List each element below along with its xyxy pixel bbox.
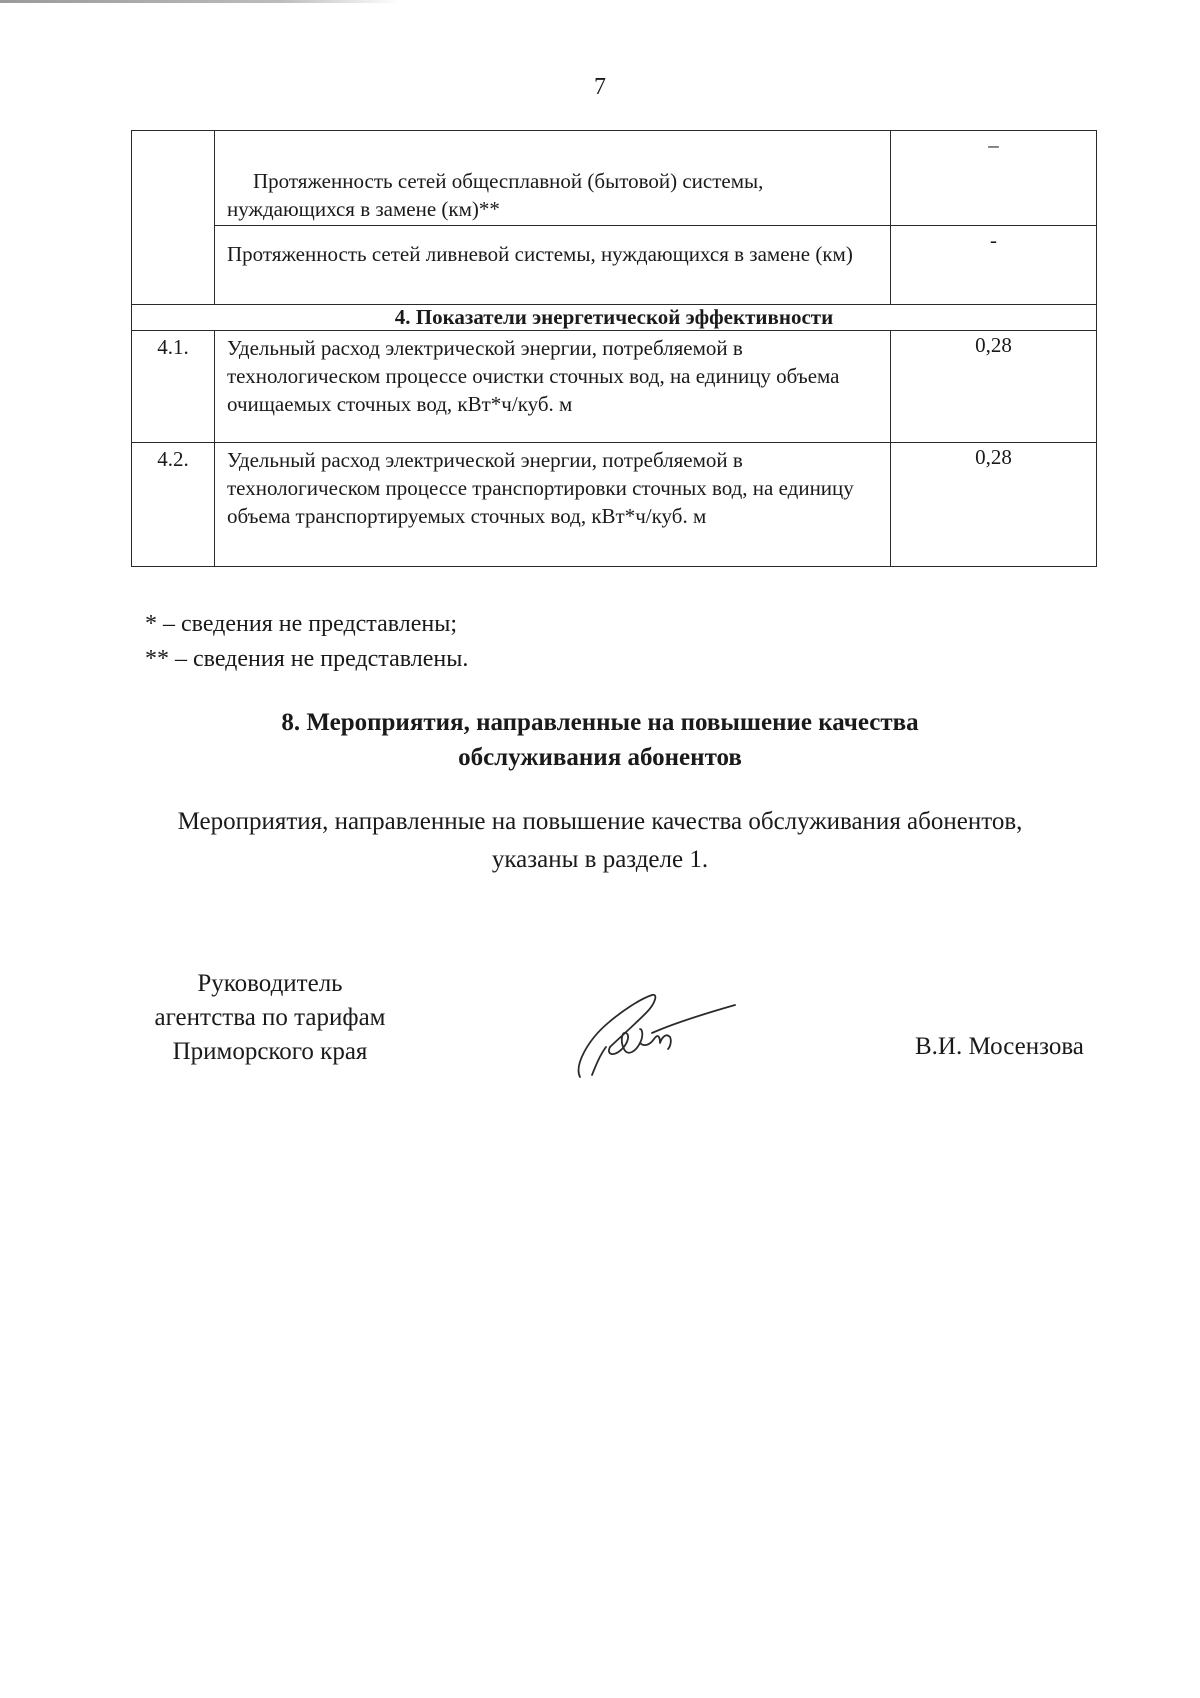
section-body-line: указаны в разделе 1. — [491, 846, 709, 873]
indicators-table — [131, 130, 1097, 567]
signature-stroke — [592, 1047, 606, 1075]
row-value-text: - — [990, 228, 997, 252]
table-cell-value — [891, 331, 1097, 443]
row-number-text: 4.1. — [157, 335, 189, 359]
section-title-line: 8. Мероприятия, направленные на повышение качества — [281, 709, 919, 736]
row-name-text: Протяженность сетей общесплавной (бытовой) системы, нуждающихся в замене (км)** — [227, 169, 764, 221]
table-row — [132, 226, 1097, 305]
section-heading: 4. Показатели энергетической эффективности — [132, 305, 1097, 331]
signature-stroke — [609, 1029, 642, 1054]
table-cell-value — [891, 226, 1097, 305]
footnote-double-asterisk: ** – сведения не представлены. — [145, 646, 469, 672]
section-body-line: Мероприятия, направленные на повышение качества обслуживания абонентов, — [177, 808, 1023, 835]
signer-position-line: Приморского края — [172, 1038, 368, 1065]
table-cell-name — [215, 331, 891, 443]
table-row — [132, 443, 1097, 567]
table-cell-value — [891, 443, 1097, 567]
table-row — [132, 131, 1097, 226]
handwritten-signature — [570, 985, 740, 1085]
row-name-text: Удельный расход электрической энергии, потребляемой в технологическом процессе транспортировки сточных вод, на единицу объема транспортируемых сточных вод, кВт*ч/куб. м — [227, 448, 854, 528]
signature-stroke — [579, 995, 656, 1077]
table-cell-name — [215, 226, 891, 305]
page-number: 7 — [594, 74, 606, 100]
footnote-single-asterisk: * – сведения не представлены; — [145, 611, 458, 637]
table-cell-number — [132, 443, 215, 567]
scan-edge-shadow — [0, 0, 400, 3]
table-row — [132, 331, 1097, 443]
table-cell-number — [132, 331, 215, 443]
signer-position-line: Руководитель — [197, 970, 343, 997]
row-value-text: 0,28 — [975, 445, 1012, 469]
row-value-text: – — [988, 133, 999, 157]
row-name-text: Удельный расход электрической энергии, потребляемой в технологическом процессе очистки сточных вод, на единицу объема очищаемых сточных вод, кВт*ч/куб. м — [227, 336, 840, 416]
signature-stroke — [640, 1035, 671, 1049]
row-value-text: 0,28 — [975, 333, 1012, 357]
signer-position-line: агентства по тарифам — [154, 1004, 386, 1031]
section-title-line: обслуживания абонентов — [458, 744, 742, 771]
table-cell-number — [132, 131, 215, 305]
signer-position — [130, 967, 410, 1069]
section-8-body — [0, 803, 1200, 879]
signature-stroke — [652, 1005, 735, 1033]
row-name-text: Протяженность сетей ливневой системы, нуждающихся в замене (км) — [227, 242, 853, 266]
table-section-row — [132, 305, 1097, 331]
footnotes — [145, 607, 468, 677]
row-number-text: 4.2. — [157, 447, 189, 471]
section-8-title — [0, 705, 1200, 775]
signer-name: В.И. Мосензова — [915, 1033, 1084, 1060]
table-cell-name — [215, 443, 891, 567]
table-cell-value — [891, 131, 1097, 226]
table-cell-name — [215, 131, 891, 226]
